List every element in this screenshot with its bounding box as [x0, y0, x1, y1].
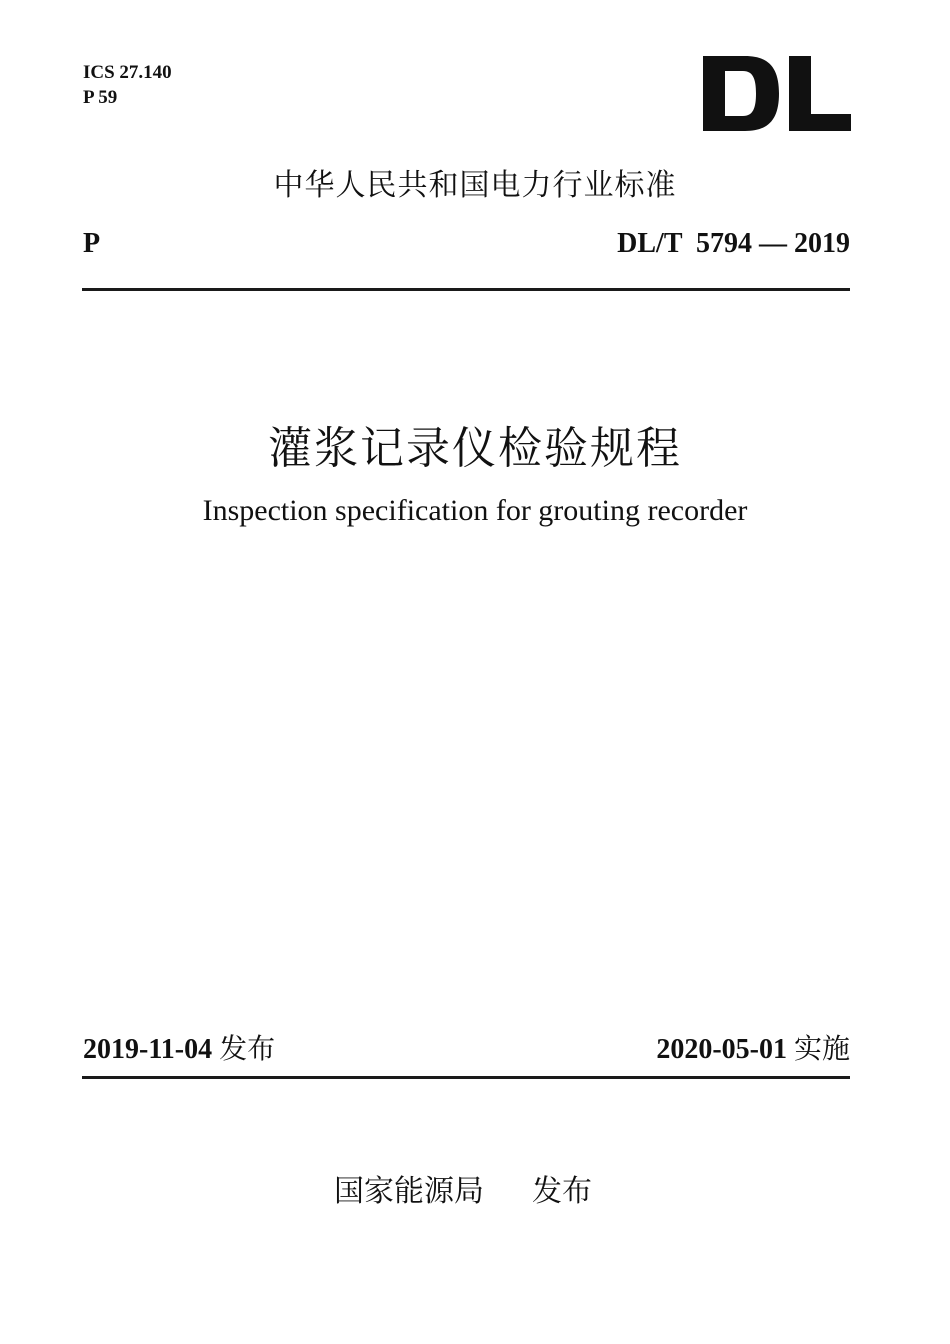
effective-date: 2020-05-01: [656, 1034, 787, 1065]
bottom-divider: [82, 1076, 850, 1079]
publisher-name: 国家能源局: [334, 1174, 484, 1209]
standard-category: P: [83, 228, 101, 259]
standard-number: DL/T 5794 — 2019: [617, 228, 850, 259]
classification-codes: [83, 60, 172, 110]
publisher-line: [334, 1166, 592, 1210]
dl-logo: [703, 56, 851, 131]
issuing-organization: 中华人民共和国电力行业标准: [273, 168, 677, 203]
issue-label: 发布: [219, 1032, 276, 1065]
effective-label: 实施: [793, 1032, 850, 1065]
issue-date: 2019-11-04: [83, 1034, 213, 1065]
issue-date-block: [83, 1027, 275, 1067]
title-chinese: 灌浆记录仪检验规程: [268, 423, 682, 474]
class-code: P 59: [83, 87, 118, 108]
publisher-action: 发布: [532, 1174, 592, 1209]
title-english: Inspection specification for grouting recorder: [202, 494, 748, 527]
top-divider: [82, 288, 850, 291]
effective-date-block: [656, 1027, 850, 1067]
ics-code: ICS 27.140: [83, 62, 172, 83]
